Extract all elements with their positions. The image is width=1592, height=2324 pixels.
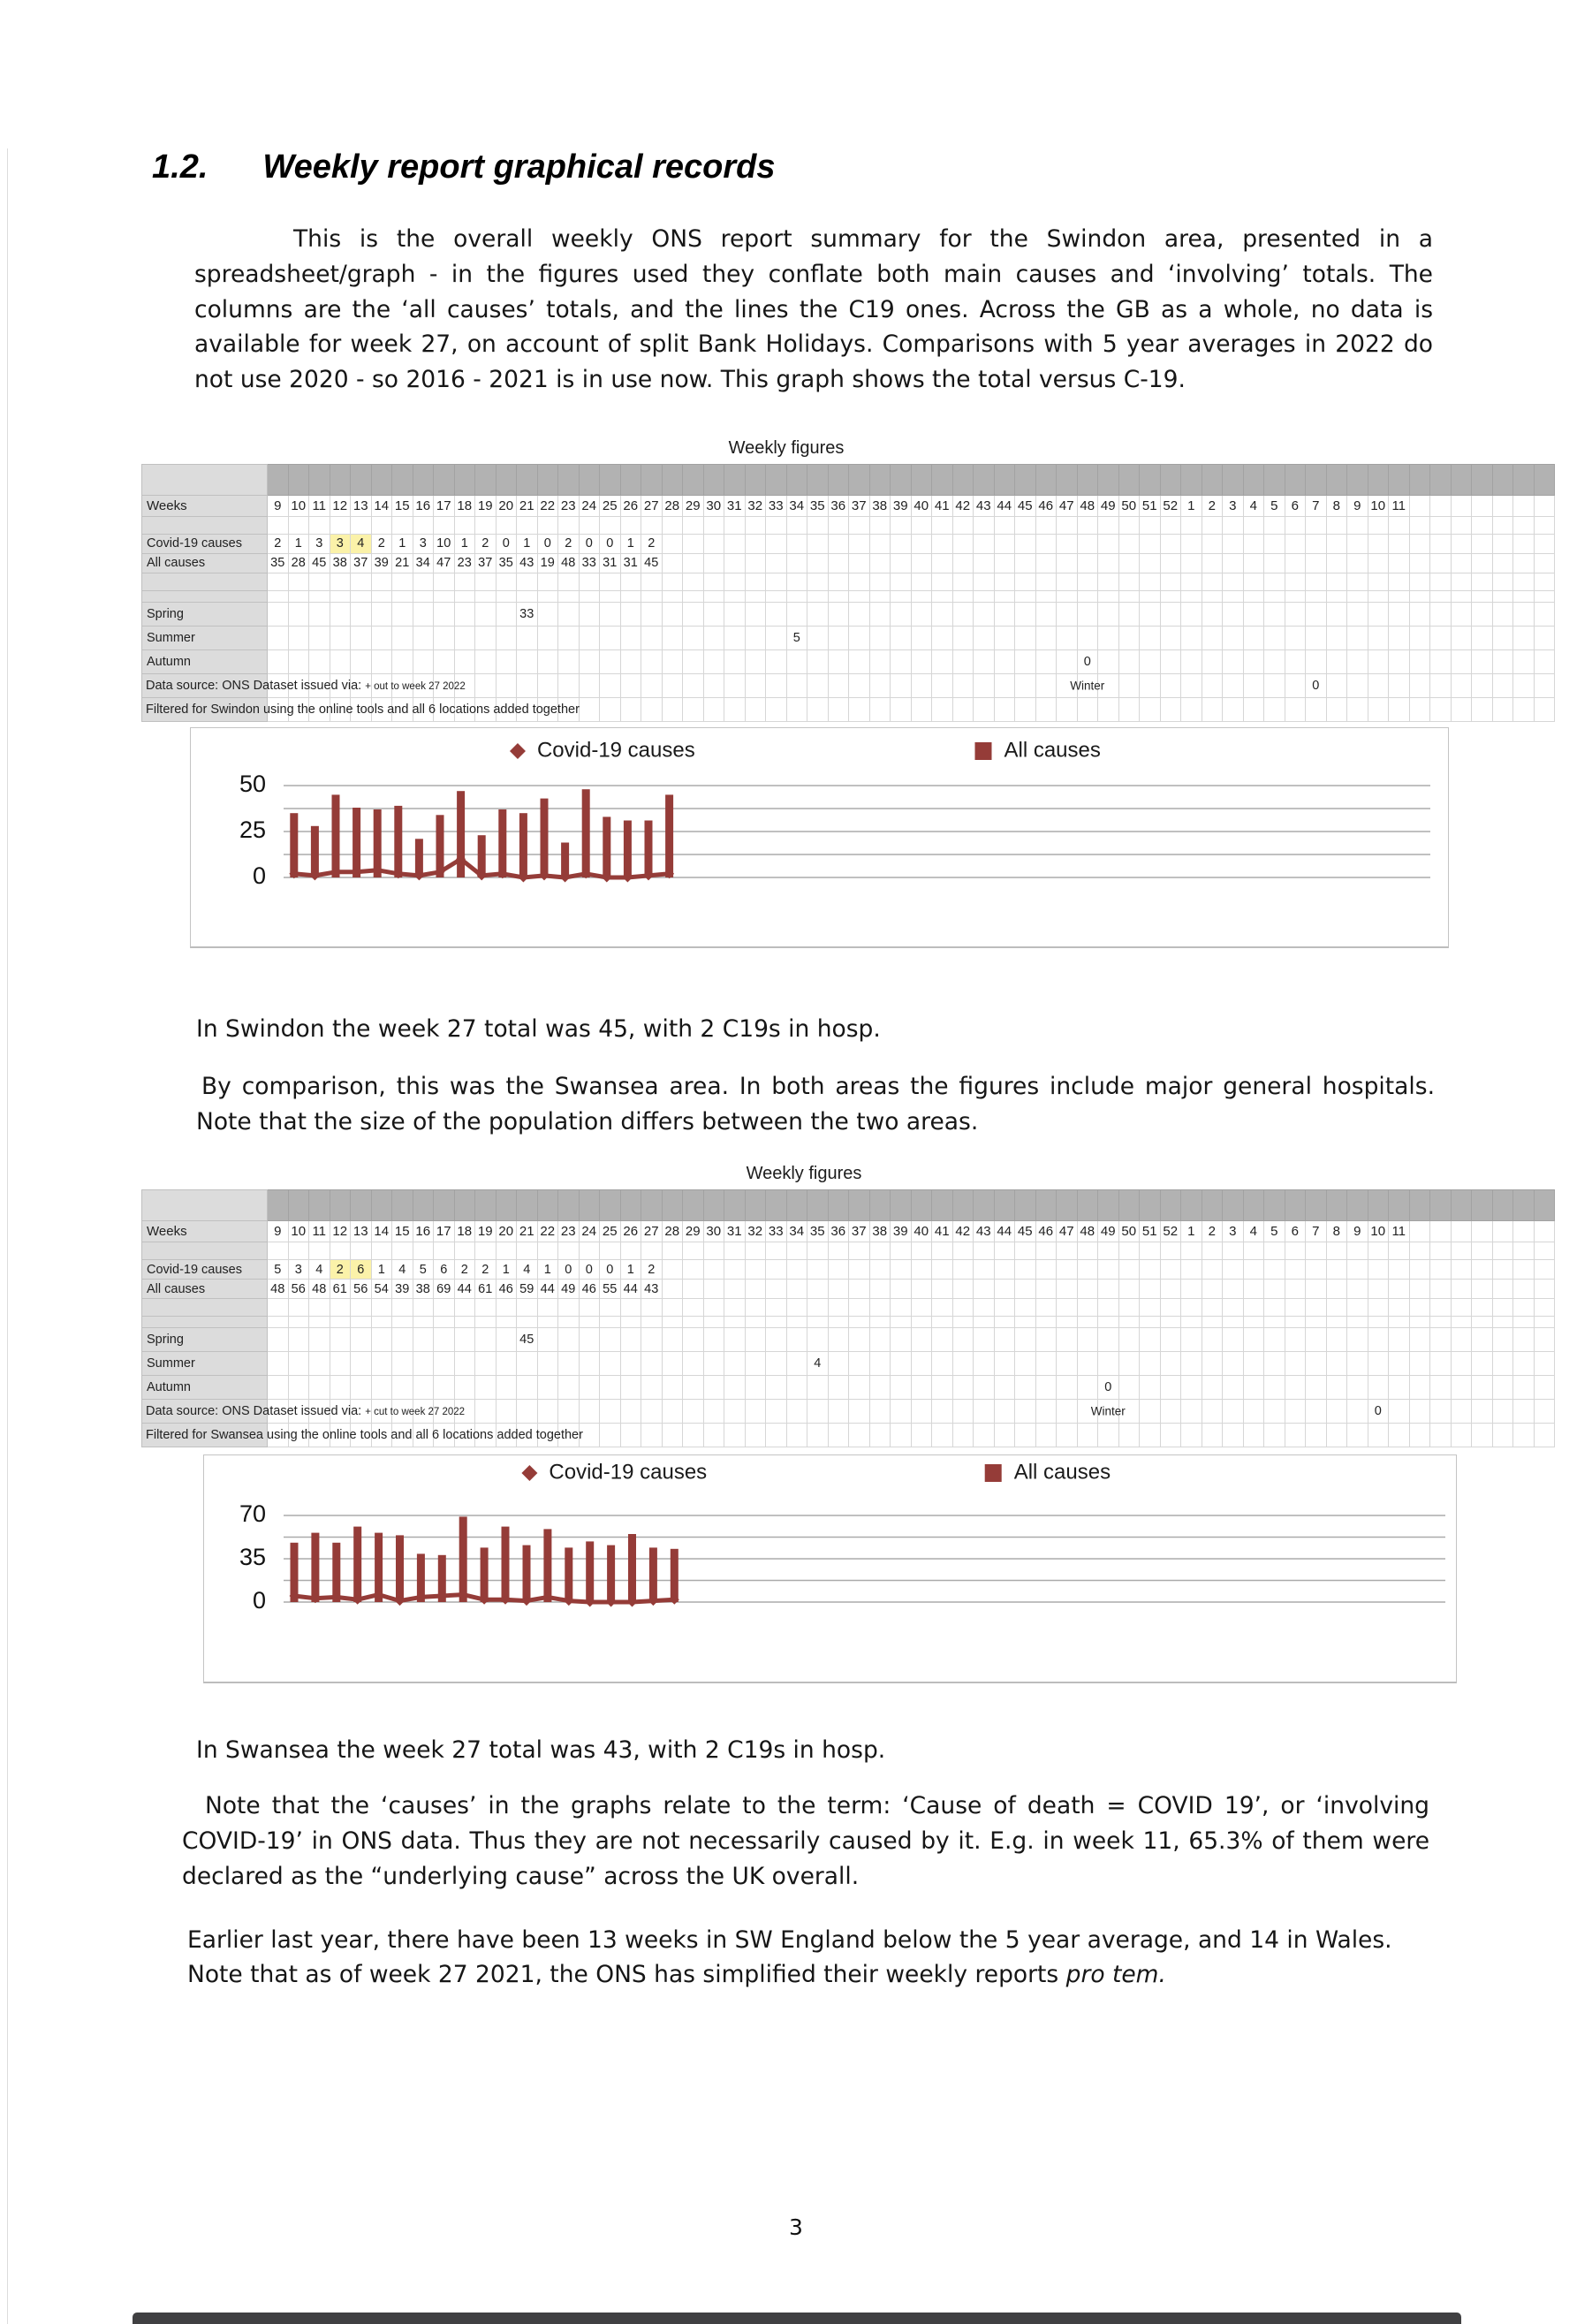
y-axis-label: 50: [239, 770, 266, 797]
y-axis-label: 35: [239, 1544, 266, 1571]
season-label: Autumn: [142, 649, 268, 673]
weeks-label: Weeks: [142, 1221, 268, 1242]
season-label: Spring: [142, 602, 268, 626]
sheet-row: Autumn 0: [142, 649, 1555, 673]
season-label: Autumn: [142, 1376, 268, 1400]
data-source-note: Data source: ONS Dataset issued via: + cut to week 27 2022: [146, 1404, 466, 1419]
sheet-row: Data source: ONS Dataset issued via: + cut to week 27 2022 Winter 0: [142, 1400, 1555, 1424]
sheet-row: [142, 1242, 1555, 1260]
all-causes-label: All causes: [142, 553, 268, 573]
swindon-chart: [190, 727, 1449, 948]
comparison-paragraph: By comparison, this was the Swansea area. In both areas the figures include major general hospitals. Note that the size of the population differs between the two areas.: [196, 1072, 1435, 1135]
sheet-row: All causes 48 56 48 61 56 54 39 38 69 44 61 46 59 44 49 46 55 44 43: [142, 1280, 1555, 1299]
swansea-spreadsheet: [141, 1189, 1592, 1447]
sheet-row: Weeks 9 10 11 12 13 14 15 16 17 18 19 20 21 22 23 24 25 26 27 28 29 30 31 32 33 34 35 36 37 38 39 40 41 42 43 44 45 46 47 48 49 50 51 52 1 2 3 4 5 6 7 8 9 10 11: [142, 495, 1555, 516]
page-edge-line: [7, 148, 8, 2324]
section-heading: [152, 148, 1592, 186]
earlier-paragraph: [187, 1923, 1426, 1994]
sheet-row: [142, 1299, 1555, 1317]
sheet-row: [142, 516, 1555, 534]
covid-legend-label: Covid-19 causes: [549, 1460, 708, 1485]
y-axis-label: 0: [252, 1587, 266, 1614]
swindon-sheet-title: Weekly figures: [728, 437, 845, 458]
y-axis-label: 25: [239, 816, 266, 843]
filtered-note: Filtered for Swansea using the online tools and all 6 locations added together: [146, 1428, 583, 1443]
swansea-sheet-title: Weekly figures: [746, 1164, 862, 1184]
sheet-row: Data source: ONS Dataset issued via: + out to week 27 2022 Winter 0: [142, 673, 1555, 697]
bottom-bar: [133, 2313, 1461, 2324]
weeks-label: Weeks: [142, 495, 268, 516]
covid-causes-label: Covid-19 causes: [142, 1260, 268, 1280]
swindon-spreadsheet: [141, 464, 1592, 722]
sheet-row: [142, 697, 1555, 721]
season-label: Summer: [142, 1352, 268, 1376]
sheet-row: [142, 1317, 1555, 1328]
season-label: Summer: [142, 626, 268, 649]
sheet-row: Weeks 9 10 11 12 13 14 15 16 17 18 19 20 21 22 23 24 25 26 27 28 29 30 31 32 33 34 35 36 37 38 39 40 41 42 43 44 45 46 47 48 49 50 51 52 1 2 3 4 5 6 7 8 9 10 11: [142, 1221, 1555, 1242]
swansea-caption: In Swansea the week 27 total was 43, with 2 C19s in hosp.: [196, 1736, 886, 1765]
all-causes-legend-square-icon: [974, 742, 991, 760]
sheet-row: All causes 35 28 45 38 37 39 21 34 47 23 37 35 43 19 48 33 31 31 45: [142, 553, 1555, 573]
sheet-row: Covid-19 causes 2 1 3 3 4 2 1 3 10 1 2 0 1 0 2 0 0 1 2: [142, 534, 1555, 553]
section-title: Weekly report graphical records: [262, 148, 776, 186]
sheet-row: Autumn 0: [142, 1376, 1555, 1400]
covid-legend-diamond-icon: [521, 1465, 537, 1481]
swansea-chart: [203, 1454, 1457, 1683]
data-source-note: Data source: ONS Dataset issued via: + out to week 27 2022: [146, 678, 466, 693]
chart-legend: [521, 1461, 1111, 1485]
section-number: 1.2.: [152, 148, 208, 186]
note-paragraph: Note that the ‘causes’ in the graphs relate to the term: ‘Cause of death = COVID 19’, or ‘involving COVID-19’ in ONS data. Thus they are not necessarily caused by it. E.g. in week 11, 65.3% of them were declared as the “underlying cause” across the UK overall.: [182, 1792, 1429, 1890]
sheet-row: Spring 33: [142, 602, 1555, 626]
sheet-row: [142, 1424, 1555, 1447]
swindon-caption: In Swindon the week 27 total was 45, with 2 C19s in hosp.: [196, 1014, 881, 1043]
filtered-note: Filtered for Swindon using the online tools and all 6 locations added together: [146, 702, 580, 717]
y-axis-label: 0: [252, 862, 266, 889]
sheet-row: [142, 464, 1555, 495]
sheet-row: [142, 573, 1555, 590]
covid-legend-diamond-icon: [510, 743, 526, 759]
page-content: [0, 148, 1592, 1993]
all-causes-legend-label: All causes: [1004, 738, 1101, 763]
all-causes-legend-square-icon: [985, 1464, 1002, 1482]
page-number: 3: [789, 2214, 803, 2240]
y-axis-label: 70: [239, 1500, 266, 1528]
covid-legend-label: Covid-19 causes: [536, 738, 695, 763]
sheet-row: [142, 590, 1555, 602]
season-label: Spring: [142, 1328, 268, 1352]
all-causes-bars: [290, 789, 673, 877]
chart-svg: [204, 1455, 1456, 1682]
chart-svg: [191, 728, 1448, 946]
sheet-row: Summer 5: [142, 626, 1555, 649]
covid-causes-label: Covid-19 causes: [142, 534, 268, 553]
all-causes-label: All causes: [142, 1280, 268, 1299]
all-causes-legend-label: All causes: [1013, 1460, 1111, 1485]
winter-label: Winter: [1070, 679, 1105, 693]
sheet-row: Covid-19 causes 5 3 4 2 6 1 4 5 6 2 2 1 4 1 0 0 0 1 2: [142, 1260, 1555, 1280]
chart-legend: [510, 738, 1101, 762]
earlier-italic: pro tem.: [1065, 1961, 1166, 1989]
sheet-row: Summer 4: [142, 1352, 1555, 1376]
spreadsheet-table: [141, 1189, 1555, 1447]
winter-label: Winter: [1090, 1404, 1126, 1418]
sheet-row: Spring 45: [142, 1328, 1555, 1352]
sheet-row: [142, 1190, 1555, 1221]
intro-paragraph: This is the overall weekly ONS report summary for the Swindon area, presented in a spreadsheet/graph - in the figures used they conflate both main causes and ‘involving’ totals. The columns are the ‘all causes’ totals, and the lines the C19 ones. Across the GB as a whole, no data is available for week 27, on account of split Bank Holidays. Comparisons with 5 year averages in 2022 do not use 2020 - so 2016 - 2021 is in use now. This graph shows the total versus C-19.: [194, 225, 1433, 393]
spreadsheet-table: [141, 464, 1555, 722]
earlier-text: Earlier last year, there have been 13 weeks in SW England below the 5 year average, and 14 in Wales. Note that as of week 27 2021, the ONS has simplified their weekly reports: [187, 1925, 1392, 1989]
document-page: [0, 148, 1592, 2324]
